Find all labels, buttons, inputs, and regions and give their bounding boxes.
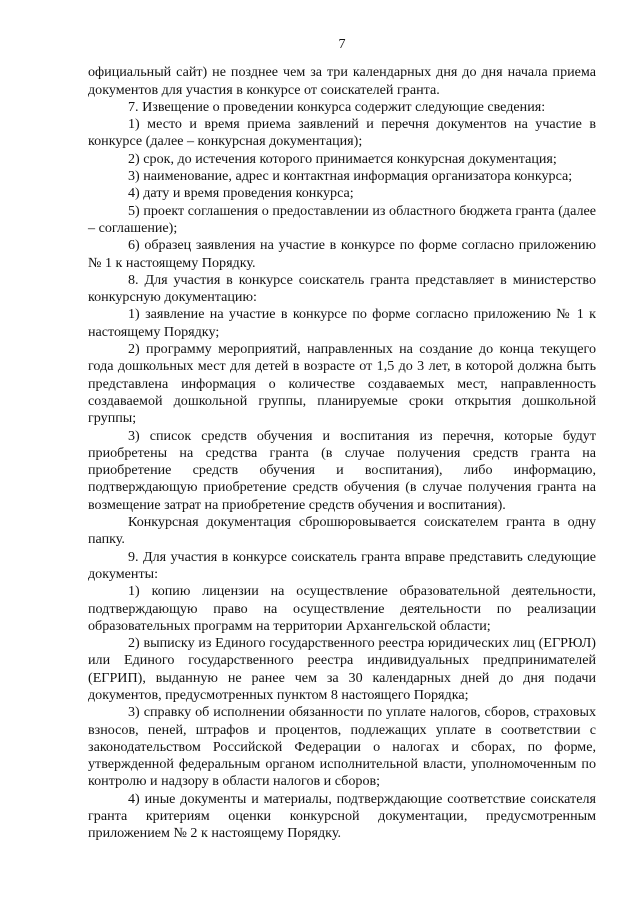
paragraph-8-1: 1) заявление на участие в конкурсе по форме согласно приложению № 1 к настоящему Порядку;	[88, 306, 596, 340]
paragraph-9-3: 3) справку об исполнении обязанности по уплате налогов, сборов, страховых взносов, пеней, штрафов и процентов, подлежащих уплате в соответствии с законодательством Российской Федерации о налогах и сборах, по форме, утвержденной федеральным органом исполнительной власти, уполномоченным по контролю и надзору в области налогов и сборов;	[88, 704, 596, 790]
paragraph-8-3: 3) список средств обучения и воспитания из перечня, которые будут приобретены на средства гранта (в случае получения средств гранта на приобретение средств обучения и воспитания), либо информацию, подтверждающую приобретение средств обучения (в случае получения гранта на возмещение затрат на приобретение средств обучения и воспитания).	[88, 427, 596, 513]
document-body	[88, 64, 596, 842]
paragraph-7-5: 5) проект соглашения о предоставлении из областного бюджета гранта (далее – соглашение);	[88, 202, 596, 236]
document-page	[88, 36, 596, 843]
paragraph-7-3: 3) наименование, адрес и контактная информация организатора конкурса;	[128, 168, 573, 185]
page-number: 7	[338, 36, 346, 52]
paragraph-9-2: 2) выписку из Единого государственного реестра юридических лиц (ЕГРЮЛ) или Единого государственного реестра индивидуальных предпринимателей (ЕГРИП), выданную не ранее чем за 30 календарных дней до дня подачи документов, предусмотренных пунктом 8 настоящего Порядка;	[88, 635, 596, 703]
paragraph-7-6: 6) образец заявления на участие в конкурсе по форме согласно приложению № 1 к настоящему Порядку.	[88, 237, 596, 271]
paragraph-item-7: 7. Извещение о проведении конкурса содержит следующие сведения:	[128, 98, 546, 115]
paragraph-continuation: официальный сайт) не позднее чем за три календарных дня до дня начала приема документов для участия в конкурсе от соискателей гранта.	[88, 64, 596, 98]
paragraph-9-4: 4) иные документы и материалы, подтверждающие соответствие соискателя гранта критериям оценки конкурсной документации, предусмотренным приложением № 2 к настоящему Порядку.	[88, 790, 596, 842]
paragraph-item-8: 8. Для участия в конкурсе соискатель гранта представляет в министерство конкурсную документацию:	[88, 271, 596, 306]
paragraph-7-4: 4) дату и время проведения конкурса;	[128, 185, 354, 202]
paragraph-item-9: 9. Для участия в конкурсе соискатель гранта вправе представить следующие документы:	[88, 548, 596, 582]
paragraph-binding-note: Конкурсная документация сброшюровывается соискателем гранта в одну папку.	[88, 514, 596, 548]
paragraph-7-2: 2) срок, до истечения которого принимается конкурсная документация;	[128, 150, 557, 167]
paragraph-9-1: 1) копию лицензии на осуществление образовательной деятельности, подтверждающую право на осуществление деятельности по реализации образовательных программ на территории Архангельской области;	[88, 583, 596, 634]
paragraph-7-1: 1) место и время приема заявлений и перечня документов на участие в конкурсе (далее – конкурсная документация);	[88, 116, 596, 150]
paragraph-8-2: 2) программу мероприятий, направленных на создание до конца текущего года дошкольных мест для детей в возрасте от 1,5 до 3 лет, в которой должна быть представлена информация о количестве создаваемых мест, направленность создаваемой дошкольной группы, планируемые сроки открытия дошкольной группы;	[88, 341, 596, 427]
